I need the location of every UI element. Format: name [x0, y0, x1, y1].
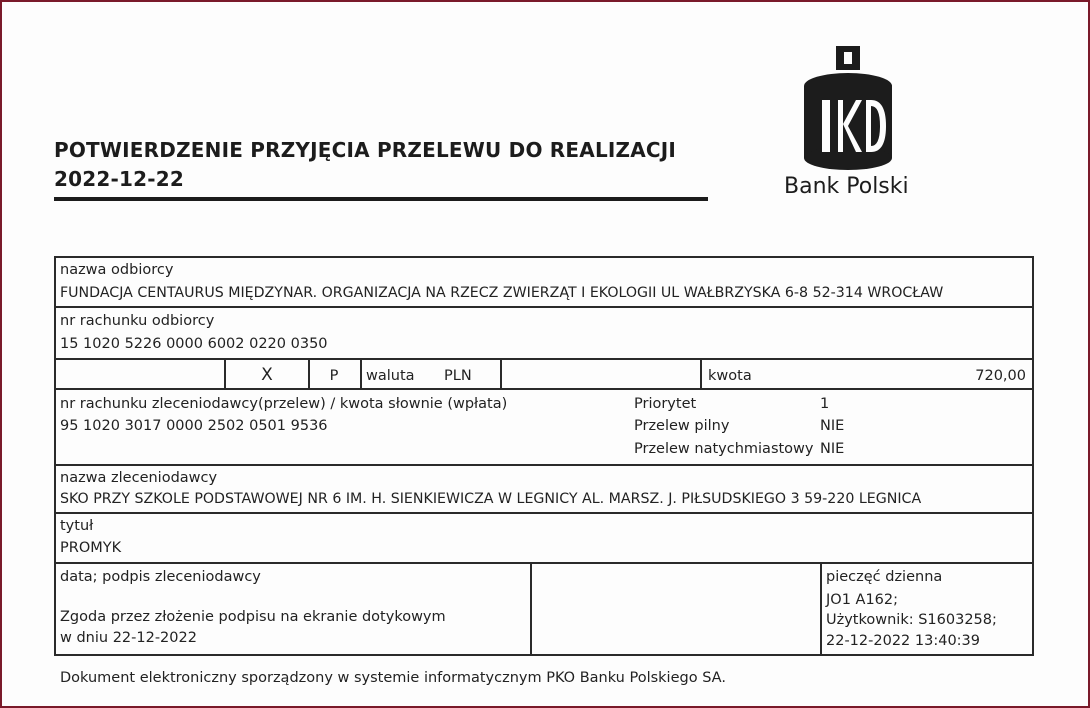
row-divider [54, 562, 1034, 564]
transfer-form [54, 256, 1034, 656]
urgent-value: NIE [820, 418, 845, 434]
currency-label: waluta [366, 368, 415, 384]
document-heading [54, 136, 676, 194]
signature-label: data; podpis zleceniodawcy [60, 569, 261, 585]
sender-account-label: nr rachunku zleceniodawcy(przelew) / kwota słownie (wpłata) [60, 396, 508, 412]
title-value: PROMYK [60, 540, 122, 556]
sender-name-label: nazwa zleceniodawcy [60, 470, 218, 486]
row-divider [54, 388, 1034, 390]
instant-value: NIE [820, 441, 845, 457]
document-title: POTWIERDZENIE PRZYJĘCIA PRZELEWU DO REALIZACJI [54, 138, 677, 162]
priority-value: 1 [820, 396, 830, 412]
amount-label: kwota [708, 368, 752, 384]
footer-note: Dokument elektroniczny sporządzony w systemie informatycznym PKO Banku Polskiego SA. [60, 670, 726, 686]
heading-underline [54, 197, 708, 201]
stamp-line-2: Użytkownik: S1603258; [826, 612, 997, 628]
transfer-mark-p: P [329, 368, 339, 384]
form-border-right [1032, 256, 1034, 656]
recipient-name-label: nazwa odbiorcy [60, 262, 174, 278]
cell-divider [224, 358, 226, 390]
sender-account-value: 95 1020 3017 0000 2502 0501 9536 [60, 418, 328, 434]
cell-divider [360, 358, 362, 390]
cell-divider [820, 562, 822, 656]
currency-value: PLN [444, 368, 472, 384]
row-divider [54, 512, 1034, 514]
document-date: 2022-12-22 [54, 167, 184, 191]
cell-divider [530, 562, 532, 656]
recipient-account-label: nr rachunku odbiorcy [60, 313, 215, 329]
urgent-label: Przelew pilny [634, 418, 730, 434]
pko-logo-icon [798, 42, 898, 172]
form-border-bottom [54, 654, 1034, 656]
amount-value: 720,00 [975, 368, 1026, 384]
form-border-top [54, 256, 1034, 258]
signature-consent: Zgoda przez złożenie podpisu na ekranie dotykowym [60, 609, 446, 625]
bank-name: Bank Polski [784, 174, 909, 199]
row-divider [54, 306, 1034, 308]
form-border-left [54, 256, 56, 656]
priority-label: Priorytet [634, 396, 697, 412]
instant-label: Przelew natychmiastowy [634, 441, 814, 457]
recipient-account-value: 15 1020 5226 0000 6002 0220 0350 [60, 336, 328, 352]
title-label: tytuł [60, 518, 94, 534]
cell-divider [500, 358, 502, 390]
row-divider [54, 464, 1034, 466]
cell-divider [700, 358, 702, 390]
signature-date: w dniu 22-12-2022 [60, 630, 197, 646]
stamp-line-3: 22-12-2022 13:40:39 [826, 633, 980, 649]
stamp-line-1: JO1 A162; [826, 592, 899, 608]
sender-name-value: SKO PRZY SZKOLE PODSTAWOWEJ NR 6 IM. H. SIENKIEWICZA W LEGNICY AL. MARSZ. J. PIŁSUDSKIEGO 3 59-220 LEGNICA [60, 491, 922, 507]
recipient-name-value: FUNDACJA CENTAURUS MIĘDZYNAR. ORGANIZACJA NA RZECZ ZWIERZĄT I EKOLOGII UL WAŁBRZYSKA 6-8 52-314 WROCŁAW [60, 285, 944, 301]
stamp-label: pieczęć dzienna [826, 569, 943, 585]
transfer-mark-x: X [261, 365, 273, 385]
row-divider [54, 358, 1034, 360]
